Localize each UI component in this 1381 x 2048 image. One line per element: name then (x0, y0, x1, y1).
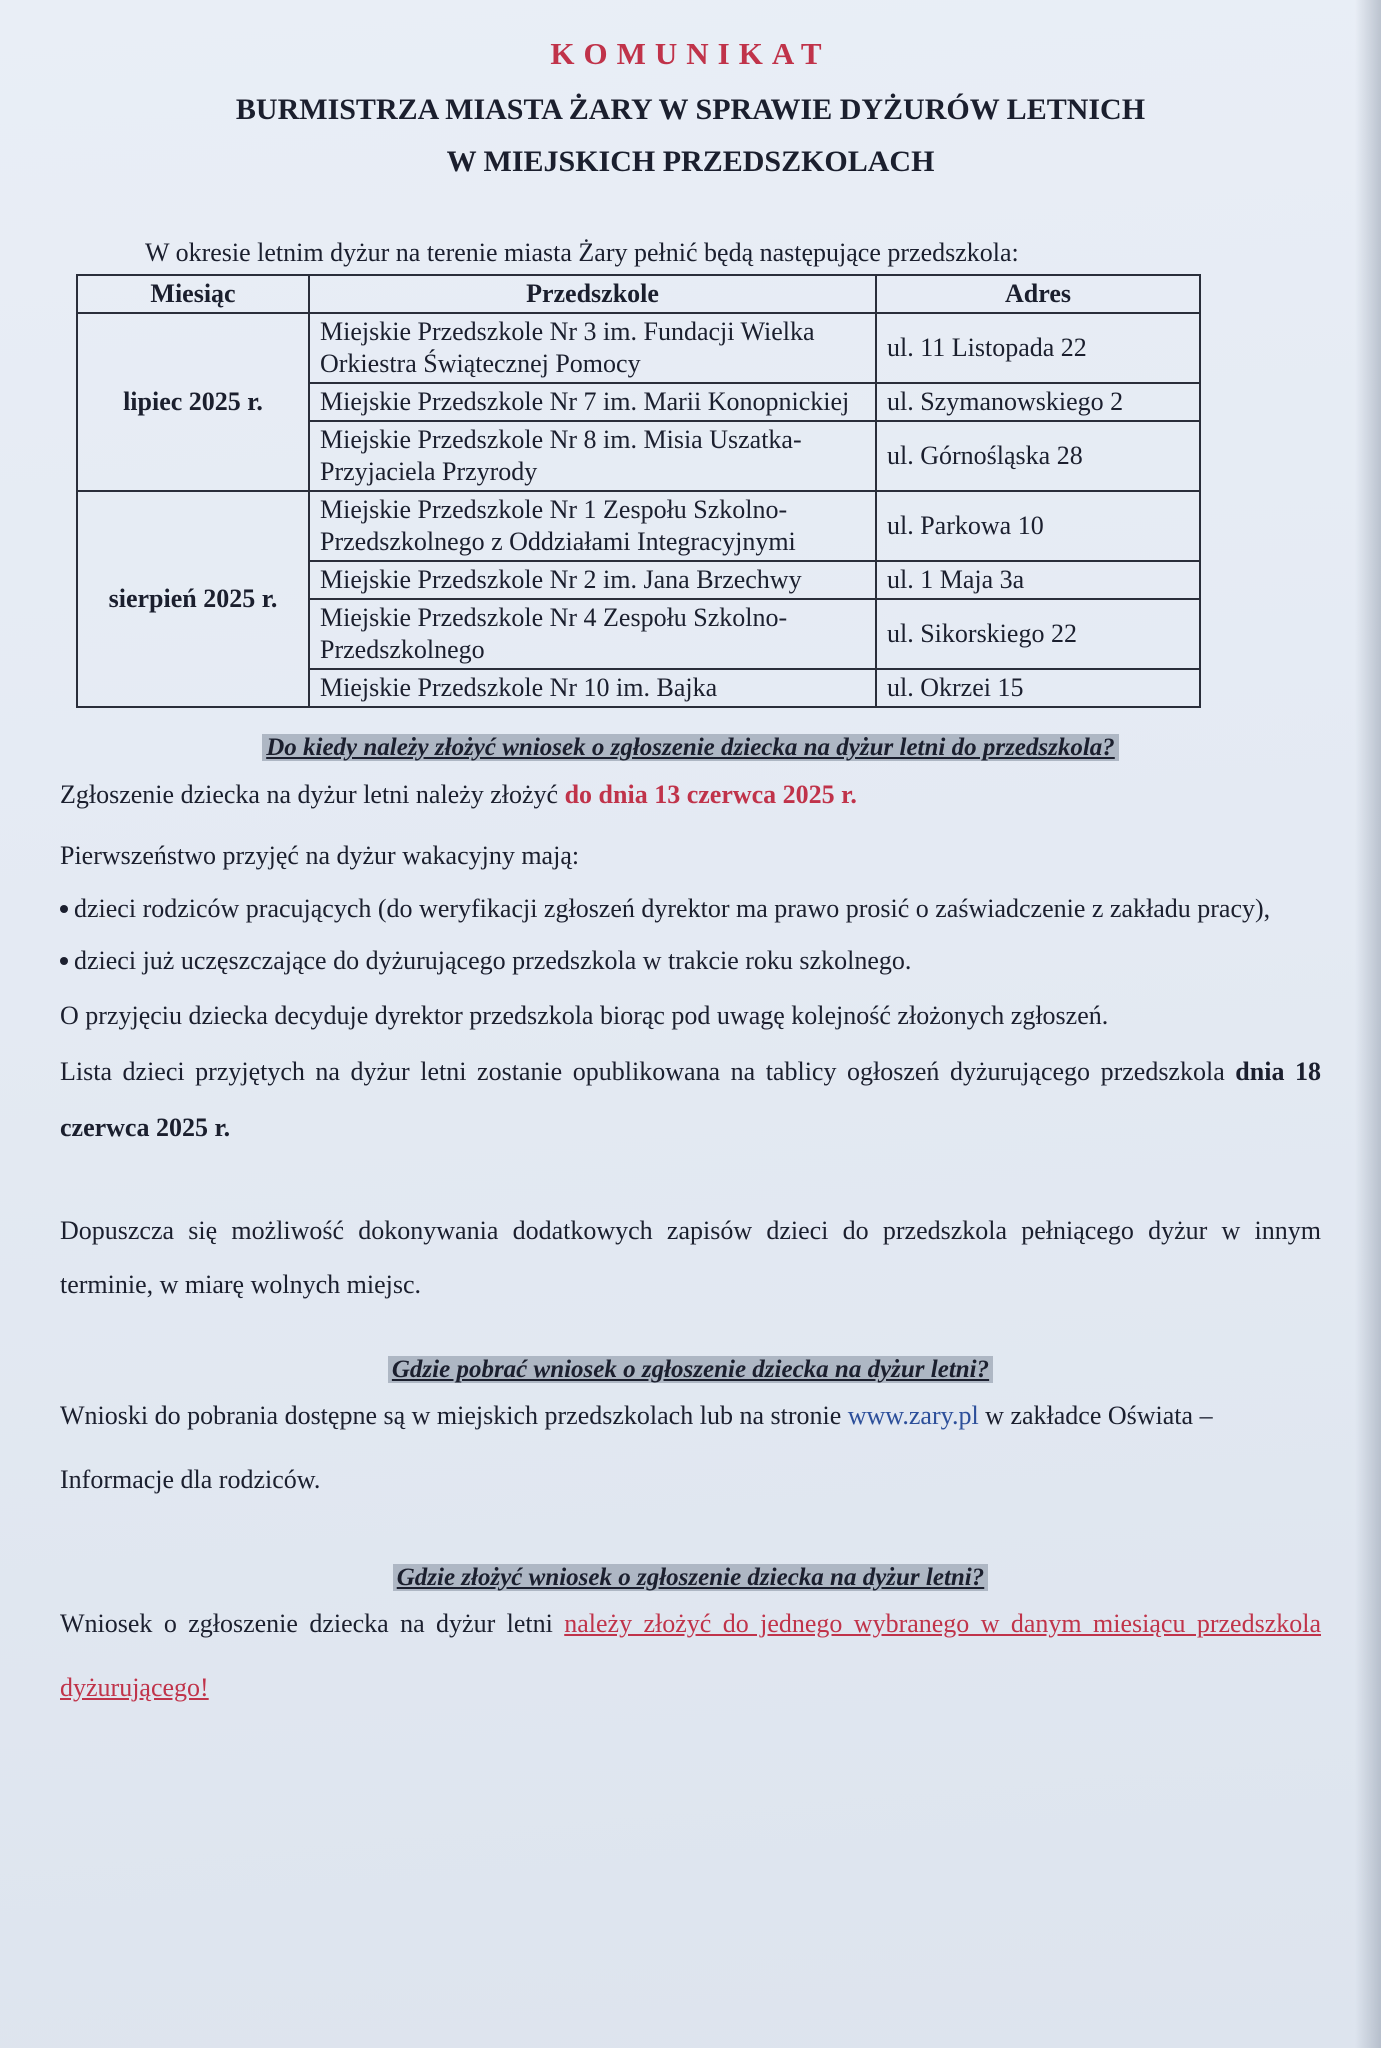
priority-intro: Pierwszeństwo przyjęć na dyżur wakacyjny mają: (60, 841, 580, 870)
address-cell: ul. 1 Maja 3a (876, 561, 1200, 599)
address-cell: ul. 11 Listopada 22 (876, 313, 1200, 383)
bullet-icon (60, 957, 68, 965)
school-cell: Miejskie Przedszkole Nr 8 im. Misia Uszatka-Przyjaciela Przyrody (309, 421, 876, 491)
title-line-1: BURMISTRZA MIASTA ŻARY W SPRAWIE DYŻURÓW LETNICH (235, 93, 1146, 126)
submit-text: Wniosek o zgłoszenie dziecka na dyżur letni należy złożyć do jednego wybranego w danym miesiącu przedszkola dyżurującego! (60, 1609, 1321, 1702)
list-date: dnia 18 czerwca 2025 r. (60, 1057, 1321, 1142)
month-august: sierpień 2025 r. (77, 491, 309, 707)
download-text: Wnioski do pobrania dostępne są w miejskich przedszkolach lub na stronie www.zary.pl w zakładce Oświata – Informacje dla rodziców. (60, 1401, 1213, 1494)
address-cell: ul. Sikorskiego 22 (876, 599, 1200, 669)
address-cell: ul. Parkowa 10 (876, 491, 1200, 561)
table-row (77, 313, 1200, 383)
address-cell: ul. Górnośląska 28 (876, 421, 1200, 491)
school-cell: Miejskie Przedszkole Nr 7 im. Marii Konopnickiej (309, 383, 876, 421)
school-cell: Miejskie Przedszkole Nr 2 im. Jana Brzechwy (309, 561, 876, 599)
decision-text: O przyjęciu dziecka decyduje dyrektor przedszkola biorąc pod uwagę kolejność złożonych zgłoszeń. (60, 1001, 1109, 1030)
komunikat-heading: KOMUNIKAT (550, 36, 831, 71)
header-month: Miesiąc (77, 275, 309, 313)
question-submit: Gdzie złożyć wniosek o zgłoszenie dziecka na dyżur letni? (60, 1564, 1321, 1592)
question-deadline: Do kiedy należy złożyć wniosek o zgłoszenie dziecka na dyżur letni do przedszkola? (60, 734, 1321, 762)
paper-edge-shadow (1355, 0, 1381, 2048)
title-line-2: W MIEJSKICH PRZEDSZKOLACH (446, 145, 935, 178)
priority-bullet-2: dzieci już uczęszczające do dyżurującego przedszkola w trakcie roku szkolnego. (60, 934, 1321, 988)
school-cell: Miejskie Przedszkole Nr 10 im. Bajka (309, 669, 876, 707)
intro-text: W okresie letnim dyżur na terenie miasta Żary pełnić będą następujące przedszkola: (145, 238, 1019, 267)
list-publication-text: Lista dzieci przyjętych na dyżur letni zostanie opublikowana na tablicy ogłoszeń dyżurującego przedszkola dnia 18 czerwca 2025 r. (60, 1057, 1321, 1142)
submit-instruction: należy złożyć do jednego wybranego w danym miesiącu przedszkola dyżurującego! (60, 1609, 1321, 1702)
additional-enrollment-text: Dopuszcza się możliwość dokonywania dodatkowych zapisów dzieci do przedszkola pełniącego dyżur w innym terminie, w miarę wolnych miejsc. (60, 1216, 1321, 1299)
school-cell: Miejskie Przedszkole Nr 4 Zespołu Szkolno-Przedszkolnego (309, 599, 876, 669)
question-download: Gdzie pobrać wniosek o zgłoszenie dziecka na dyżur letni? (60, 1356, 1321, 1384)
table-header-row (77, 275, 1200, 313)
deadline-date: do dnia 13 czerwca 2025 r. (564, 780, 857, 809)
school-cell: Miejskie Przedszkole Nr 1 Zespołu Szkolno-Przedszkolnego z Oddziałami Integracyjnymi (309, 491, 876, 561)
header-school: Przedszkole (309, 275, 876, 313)
bullet-icon (60, 905, 68, 913)
month-july: lipiec 2025 r. (77, 313, 309, 491)
duty-table (76, 274, 1201, 708)
header-address: Adres (876, 275, 1200, 313)
deadline-text: Zgłoszenie dziecka na dyżur letni należy złożyć do dnia 13 czerwca 2025 r. (60, 780, 857, 809)
website-link[interactable]: www.zary.pl (847, 1401, 979, 1430)
school-cell: Miejskie Przedszkole Nr 3 im. Fundacji Wielka Orkiestra Świątecznej Pomocy (309, 313, 876, 383)
address-cell: ul. Okrzei 15 (876, 669, 1200, 707)
address-cell: ul. Szymanowskiego 2 (876, 383, 1200, 421)
table-row (77, 491, 1200, 561)
priority-bullet-1: dzieci rodziców pracujących (do weryfikacji zgłoszeń dyrektor ma prawo prosić o zaświadczenie z zakładu pracy), (60, 884, 1321, 934)
